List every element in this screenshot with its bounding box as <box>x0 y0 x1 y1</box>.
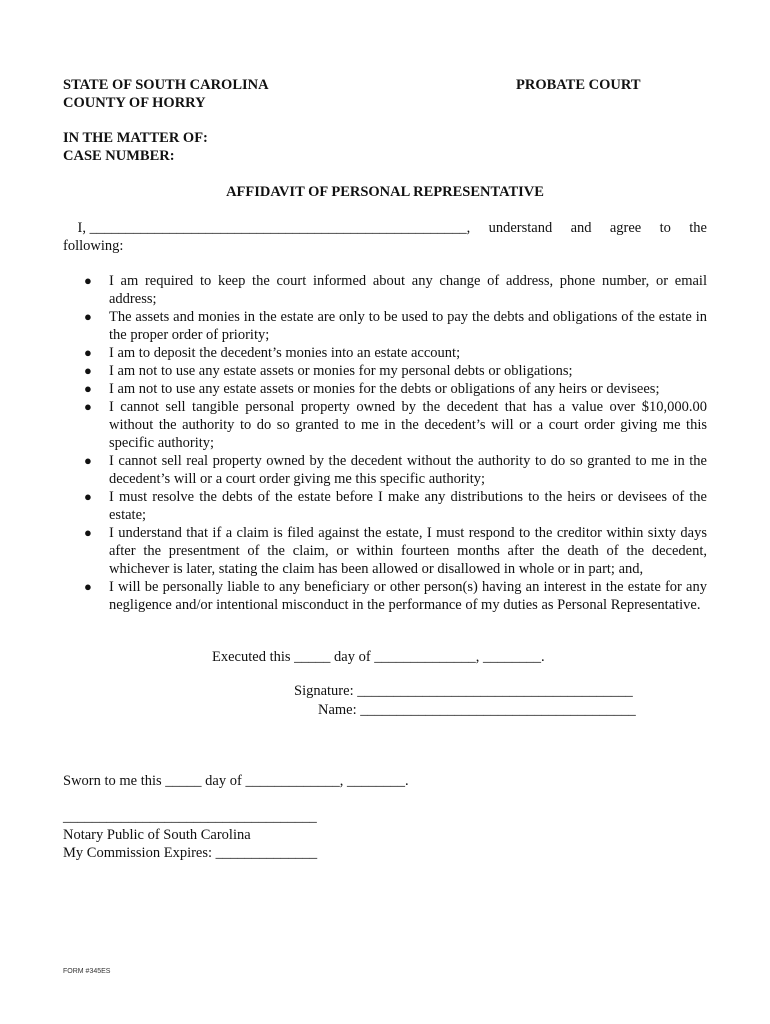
list-item-text: I understand that if a claim is filed against the estate, I must respond to the creditor within sixty days after the presentment of the claim, or within fourteen months after the death of the decedent, whichever is later, stating the claim has been allowed or disallowed in whole or in part; and, <box>109 525 707 577</box>
bullet-icon: ● <box>84 579 92 594</box>
form-number: FORM #345ES <box>63 968 111 975</box>
notary-label: Notary Public of South Carolina <box>63 827 251 843</box>
bullet-icon: ● <box>84 273 92 288</box>
name-line: Name: ______________________________________ <box>318 702 636 718</box>
list-item <box>63 380 707 398</box>
list-item-text: I am not to use any estate assets or monies for the debts or obligations of any heirs or devisees; <box>109 381 660 397</box>
court-heading: PROBATE COURT <box>516 77 641 93</box>
list-item-text: I am to deposit the decedent’s monies into an estate account; <box>109 345 461 361</box>
intro-line-2: following: <box>63 238 124 254</box>
list-item <box>63 344 707 362</box>
list-item <box>63 362 707 380</box>
intro-name-blank: I, ____________________________________________________, <box>63 220 471 236</box>
list-item <box>63 272 707 308</box>
list-item <box>63 398 707 452</box>
state-heading: STATE OF SOUTH CAROLINA <box>63 77 269 93</box>
case-number-label: CASE NUMBER: <box>63 148 175 164</box>
bullet-icon: ● <box>84 363 92 378</box>
list-item <box>63 524 707 578</box>
intro-paragraph <box>63 219 707 255</box>
list-item <box>63 578 707 614</box>
bullet-icon: ● <box>84 453 92 468</box>
bullet-icon: ● <box>84 489 92 504</box>
list-item-text: I cannot sell tangible personal property owned by the decedent that has a value over $10,000.00 without the authority to do so granted to me in the decedent’s will or a court order giving me this specific authority; <box>109 399 707 451</box>
intro-word: and <box>570 220 592 236</box>
notary-signature-line: ___________________________________ <box>63 809 317 825</box>
intro-line-1 <box>63 219 707 237</box>
list-item-text: I cannot sell real property owned by the decedent without the authority to do so granted to me in the decedent’s will or a court order giving me this specific authority; <box>109 453 707 487</box>
bullet-icon: ● <box>84 399 92 414</box>
list-item-text: I must resolve the debts of the estate before I make any distributions to the heirs or devisees of the estate; <box>109 489 707 523</box>
bullet-icon: ● <box>84 309 92 324</box>
intro-word: the <box>689 220 707 236</box>
county-heading: COUNTY OF HORRY <box>63 95 206 111</box>
list-item <box>63 452 707 488</box>
intro-word: understand <box>488 220 553 236</box>
list-item <box>63 308 707 344</box>
list-item-text: I am not to use any estate assets or monies for my personal debts or obligations; <box>109 363 573 379</box>
bullet-icon: ● <box>84 525 92 540</box>
intro-word: agree <box>609 220 642 236</box>
sworn-date-line: Sworn to me this _____ day of _____________, ________. <box>63 773 409 789</box>
document-title: AFFIDAVIT OF PERSONAL REPRESENTATIVE <box>226 184 544 200</box>
matter-label: IN THE MATTER OF: <box>63 130 208 146</box>
commission-expires-line: My Commission Expires: ______________ <box>63 845 318 861</box>
executed-date-line: Executed this _____ day of ______________, ________. <box>212 649 545 665</box>
obligations-list <box>63 272 707 614</box>
bullet-icon: ● <box>84 381 92 396</box>
list-item-text: I am required to keep the court informed about any change of address, phone number, or email address; <box>109 273 707 307</box>
list-item-text: I will be personally liable to any beneficiary or other person(s) having an interest in the estate for any negligence and/or intentional misconduct in the performance of my duties as Personal Representative. <box>109 579 707 613</box>
signature-line: Signature: ______________________________________ <box>294 683 633 699</box>
list-item-text: The assets and monies in the estate are only to be used to pay the debts and obligations of the estate in the proper order of priority; <box>109 309 707 343</box>
intro-word: to <box>659 220 671 236</box>
list-item <box>63 488 707 524</box>
bullet-icon: ● <box>84 345 92 360</box>
